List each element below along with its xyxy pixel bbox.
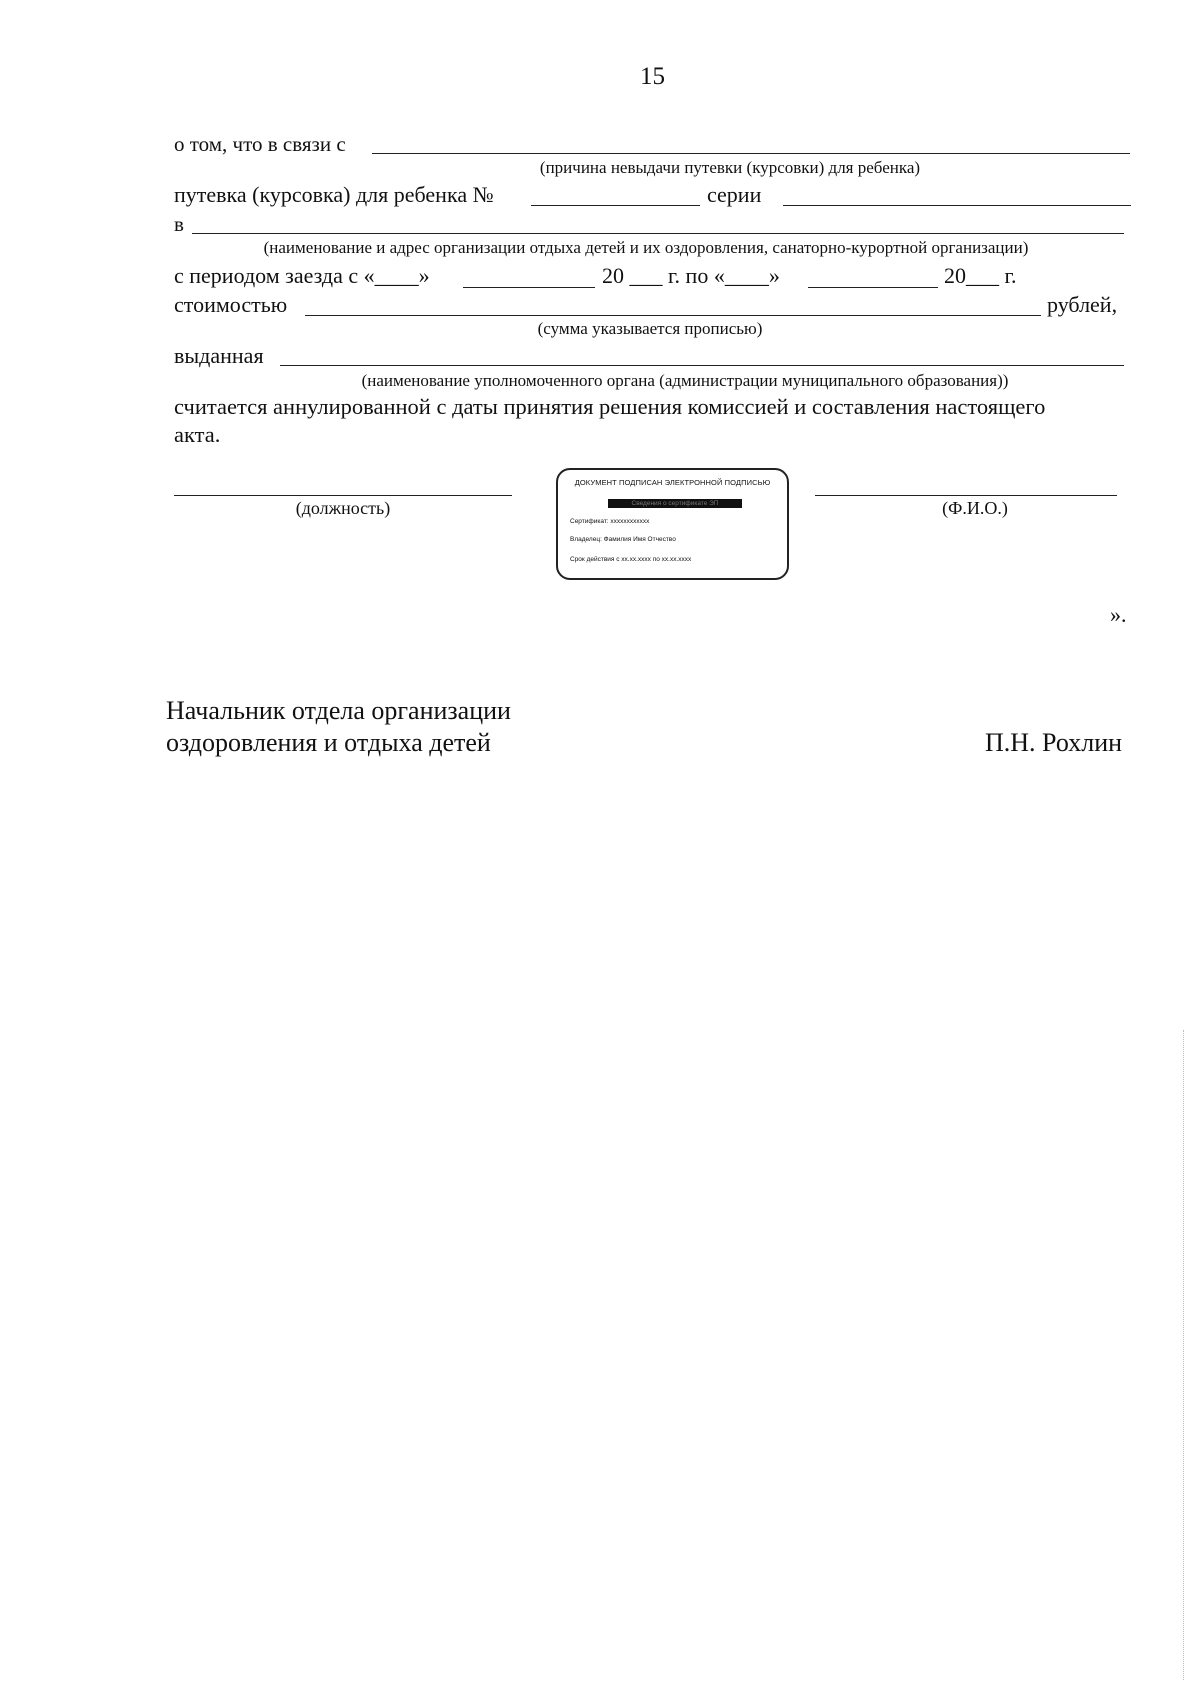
voucher-series-label: серии	[707, 182, 762, 207]
cost-blank[interactable]	[305, 315, 1041, 316]
annulment-statement-end: акта.	[174, 422, 221, 447]
stamp-title: ДОКУМЕНТ ПОДПИСАН ЭЛЕКТРОННОЙ ПОДПИСЬЮ	[574, 478, 771, 487]
voucher-number-blank[interactable]	[531, 205, 700, 206]
period-year1-label: 20 ___ г. по «____»	[602, 263, 780, 288]
voucher-series-blank[interactable]	[783, 205, 1131, 206]
closing-quote: ».	[1110, 602, 1127, 627]
electronic-signature-stamp	[556, 468, 789, 580]
issued-by-label: выданная	[174, 343, 264, 368]
stamp-owner: Владелец: Фамилия Имя Отчество	[570, 536, 676, 543]
stamp-certificate: Сертификат: хххххххххххх	[570, 518, 650, 525]
cost-label: стоимостью	[174, 292, 288, 317]
period-start-label: с периодом заезда с «____»	[174, 263, 430, 288]
position-caption: (должность)	[295, 498, 391, 518]
reason-caption: (причина невыдачи путевки (курсовки) для ребенка)	[539, 158, 921, 177]
reason-label: о том, что в связи с	[174, 132, 346, 156]
cost-currency-label: рублей,	[1047, 292, 1118, 317]
signatory-position-line1: Начальник отдела организации	[166, 696, 511, 725]
annulment-statement: считается аннулированной с даты принятия решения комиссией и составления настоящего	[174, 394, 1046, 419]
period-month2-blank[interactable]	[808, 287, 938, 288]
cost-caption: (сумма указывается прописью)	[537, 319, 763, 338]
stamp-redacted-bar: Сведения о сертификате ЭП	[608, 499, 742, 508]
fio-caption: (Ф.И.О.)	[942, 498, 1008, 518]
scan-edge-artifact	[1183, 1030, 1184, 1680]
period-month1-blank[interactable]	[463, 287, 595, 288]
stamp-validity: Срок действия с хх.хх.хххх по хх.хх.хххх	[570, 556, 692, 563]
organization-blank[interactable]	[192, 233, 1124, 234]
reason-blank[interactable]	[372, 153, 1130, 154]
fio-blank[interactable]	[815, 495, 1117, 496]
voucher-number-label: путевка (курсовка) для ребенка №	[174, 182, 494, 207]
page-number: 15	[640, 63, 665, 90]
organization-caption: (наименование и адрес организации отдыха детей и их оздоровления, санаторно-курортной организации)	[263, 238, 1029, 257]
issued-by-blank[interactable]	[280, 365, 1124, 366]
signatory-position-line2: оздоровления и отдыха детей	[166, 728, 491, 757]
position-blank[interactable]	[174, 495, 512, 496]
issued-by-caption: (наименование уполномоченного органа (администрации муниципального образования))	[361, 371, 1009, 390]
period-year2-label: 20___ г.	[944, 263, 1017, 288]
signatory-name: П.Н. Рохлин	[985, 728, 1123, 757]
organization-label: в	[174, 212, 184, 236]
